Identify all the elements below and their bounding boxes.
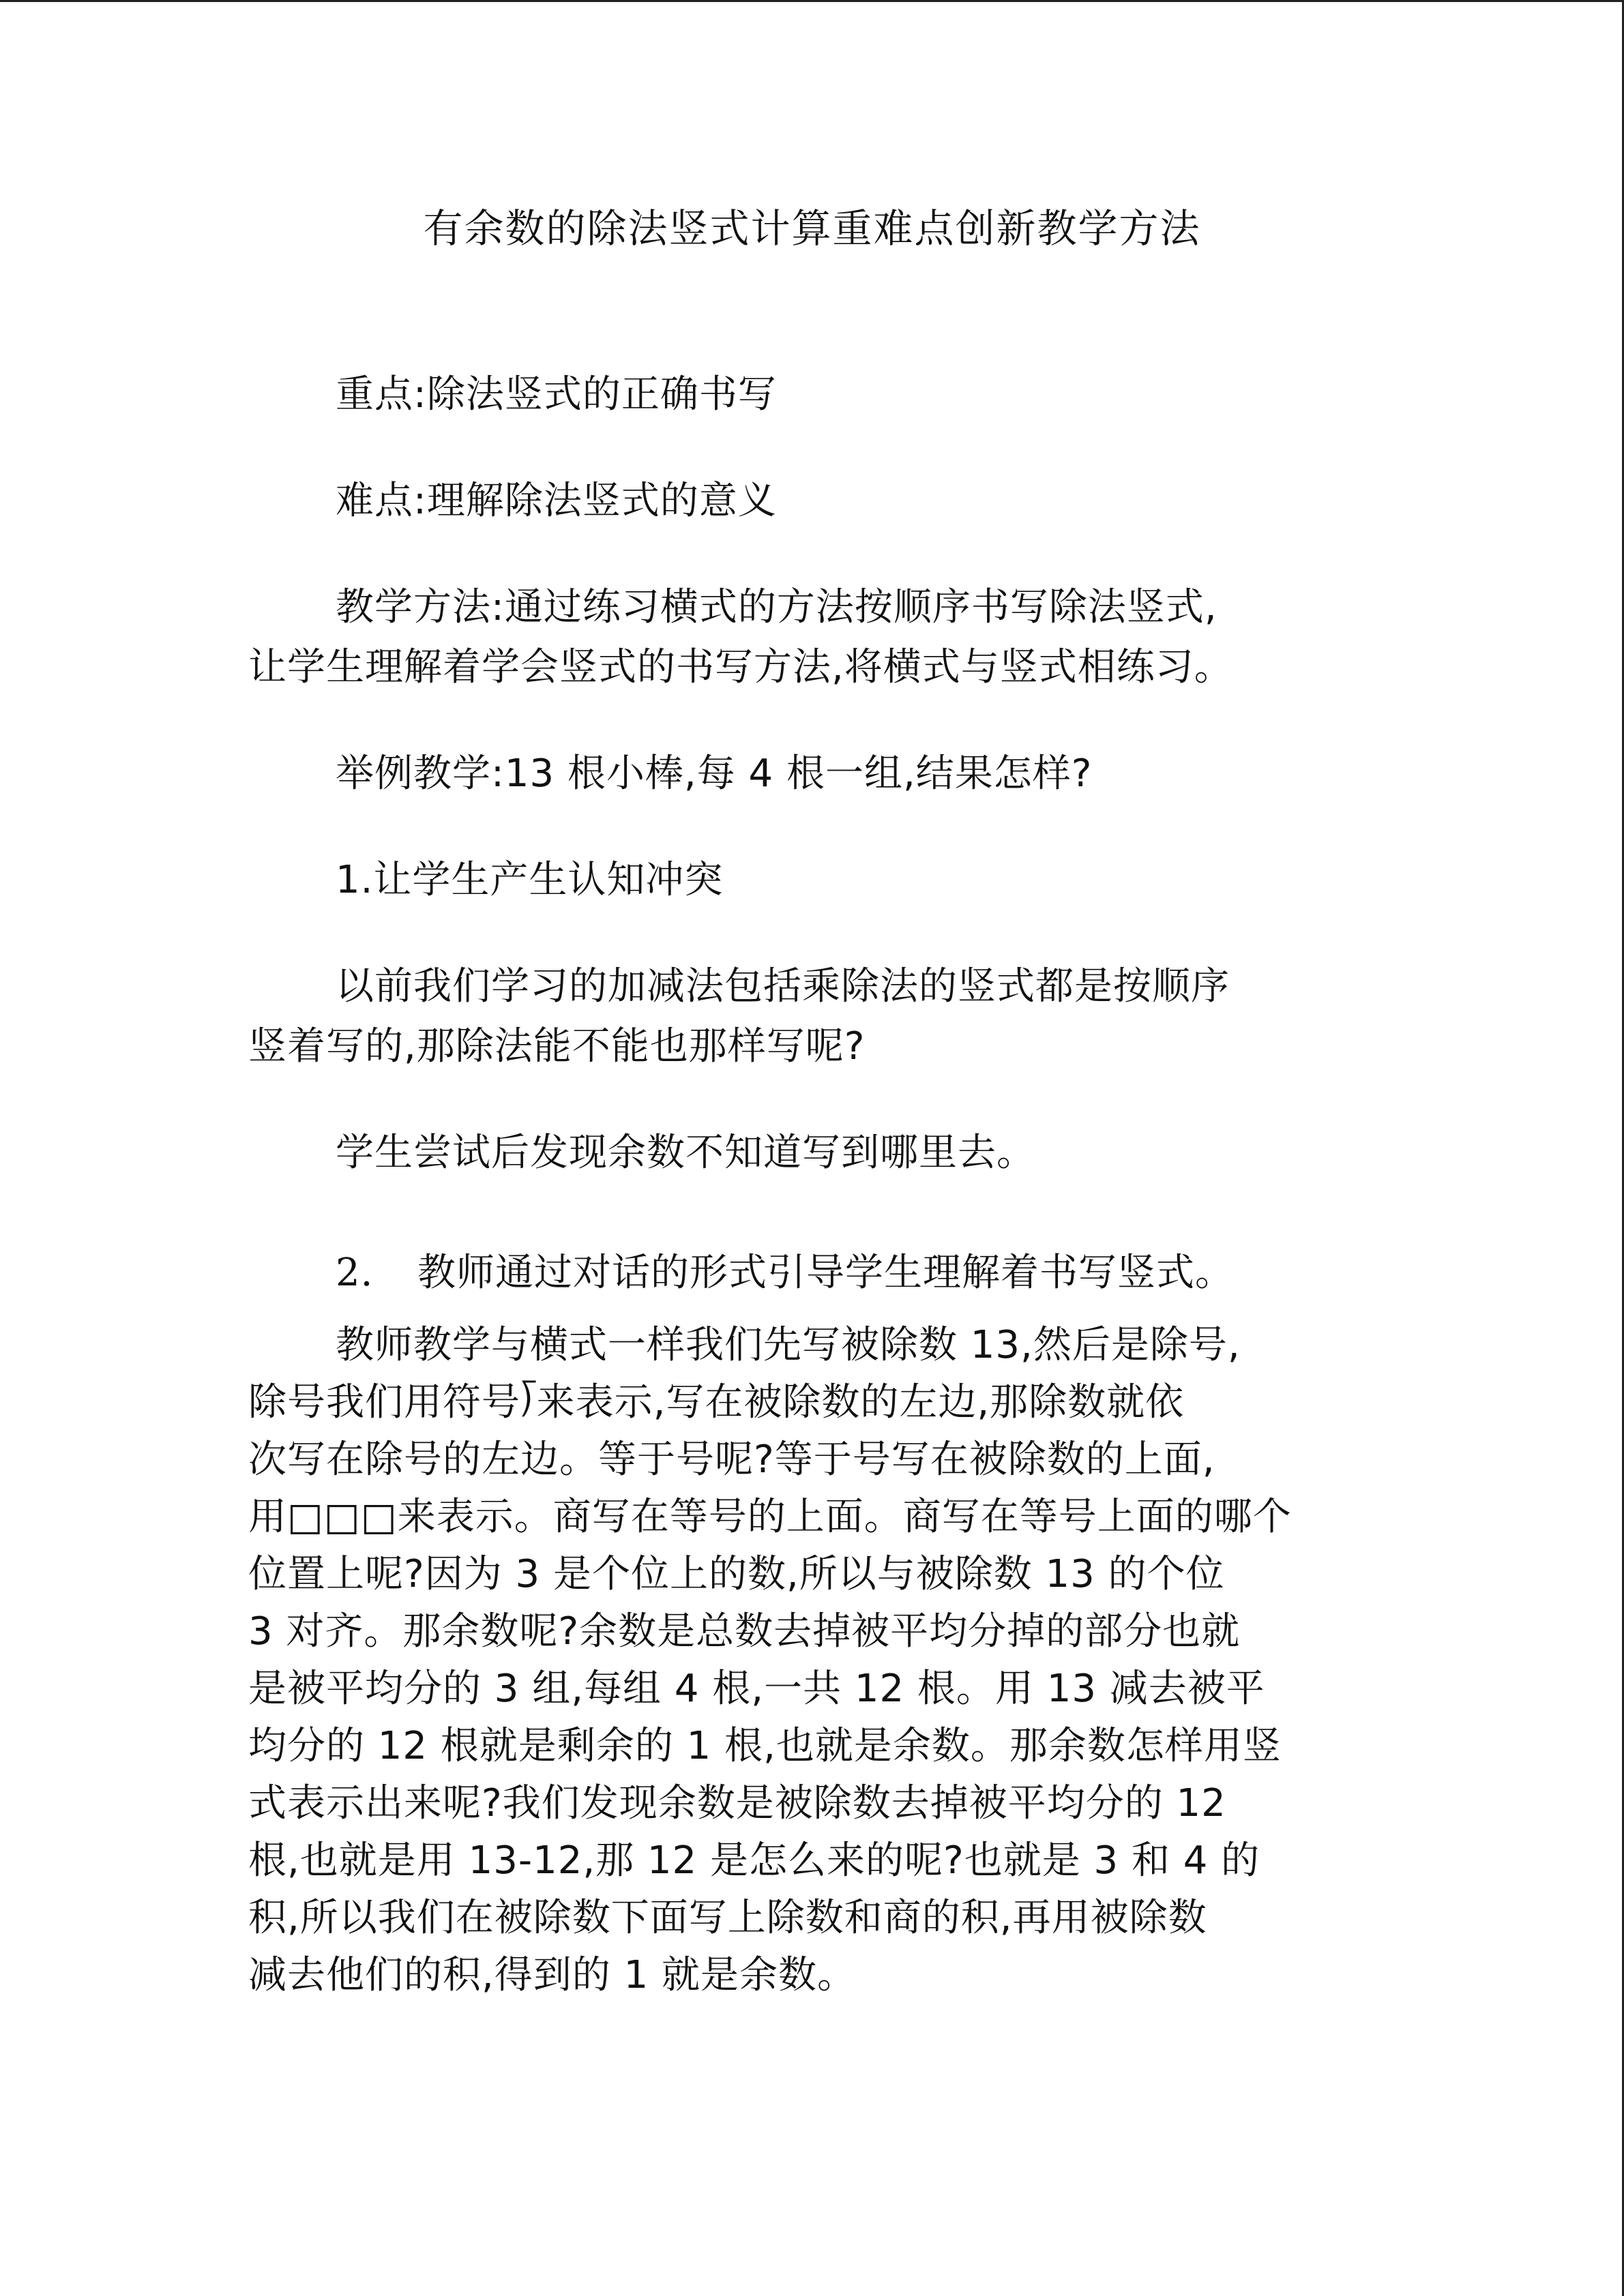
step-2-heading-row — [248, 1243, 1374, 1303]
step-2-line: 位置上呢?因为 3 是个位上的数,所以与被除数 13 的个位 — [248, 1552, 1225, 1596]
step-2-line: 3 对齐。那余数呢?余数是总数去掉被平均分掉的部分也就 — [248, 1609, 1241, 1654]
step-2-line: 均分的 12 根就是剩余的 1 根,也就是余数。那余数怎样用竖 — [248, 1724, 1282, 1768]
document-body — [248, 365, 1374, 2004]
example-paragraph: 举例教学:13 根小棒,每 4 根一组,结果怎样? — [336, 751, 1093, 796]
step-2-number: 2. — [336, 1251, 374, 1295]
step-2-line: 次写在除号的左边。等于号呢?等于号写在被除数的上面, — [248, 1437, 1215, 1482]
difficult-point: 难点:理解除法竖式的意义 — [336, 479, 777, 523]
step-2-line: 除号我们用符号⟌来表示,写在被除数的左边,那除数就依 — [248, 1380, 1185, 1425]
step-2-line: 式表示出来呢?我们发现余数是被除数去掉被平均分的 12 — [248, 1781, 1226, 1825]
step-2-heading: 教师通过对话的形式引导学生理解着书写竖式。 — [417, 1251, 1234, 1295]
step-2-paragraph — [248, 1317, 1374, 2004]
step-2-line: 是被平均分的 3 组,每组 4 根,一共 12 根。用 13 减去被平 — [248, 1667, 1265, 1711]
step-2-line: 减去他们的积,得到的 1 就是余数。 — [248, 1953, 857, 1997]
key-point: 重点:除法竖式的正确书写 — [336, 372, 777, 417]
step-1-finding: 学生尝试后发现余数不知道写到哪里去。 — [336, 1131, 1035, 1175]
step-1-heading: 1.让学生产生认知冲突 — [336, 858, 724, 902]
step-2-line: 用□□□来表示。商写在等号的上面。商写在等号上面的哪个 — [248, 1495, 1292, 1539]
step-2-line: 根,也就是用 13-12,那 12 是怎么来的呢?也就是 3 和 4 的 — [248, 1838, 1260, 1883]
step-1-paragraph — [248, 957, 1374, 1077]
document-title: 有余数的除法竖式计算重难点创新教学方法 — [423, 205, 1201, 252]
step-2-line: 积,所以我们在被除数下面写上除数和商的积,再用被除数 — [248, 1896, 1207, 1940]
step-1-line-2: 竖着写的,那除法能不能也那样写呢? — [248, 1024, 866, 1069]
step-2-line: 教师教学与横式一样我们先写被除数 13,然后是除号, — [336, 1323, 1241, 1367]
teaching-method-line-2: 让学生理解着学会竖式的书写方法,将横式与竖式相练习。 — [248, 645, 1233, 689]
step-1-line-1: 以前我们学习的加减法包括乘除法的竖式都是按顺序 — [336, 964, 1230, 1009]
teaching-method-line-1: 教学方法:通过练习横式的方法按顺序书写除法竖式, — [336, 585, 1217, 629]
teaching-method-paragraph — [248, 578, 1374, 698]
